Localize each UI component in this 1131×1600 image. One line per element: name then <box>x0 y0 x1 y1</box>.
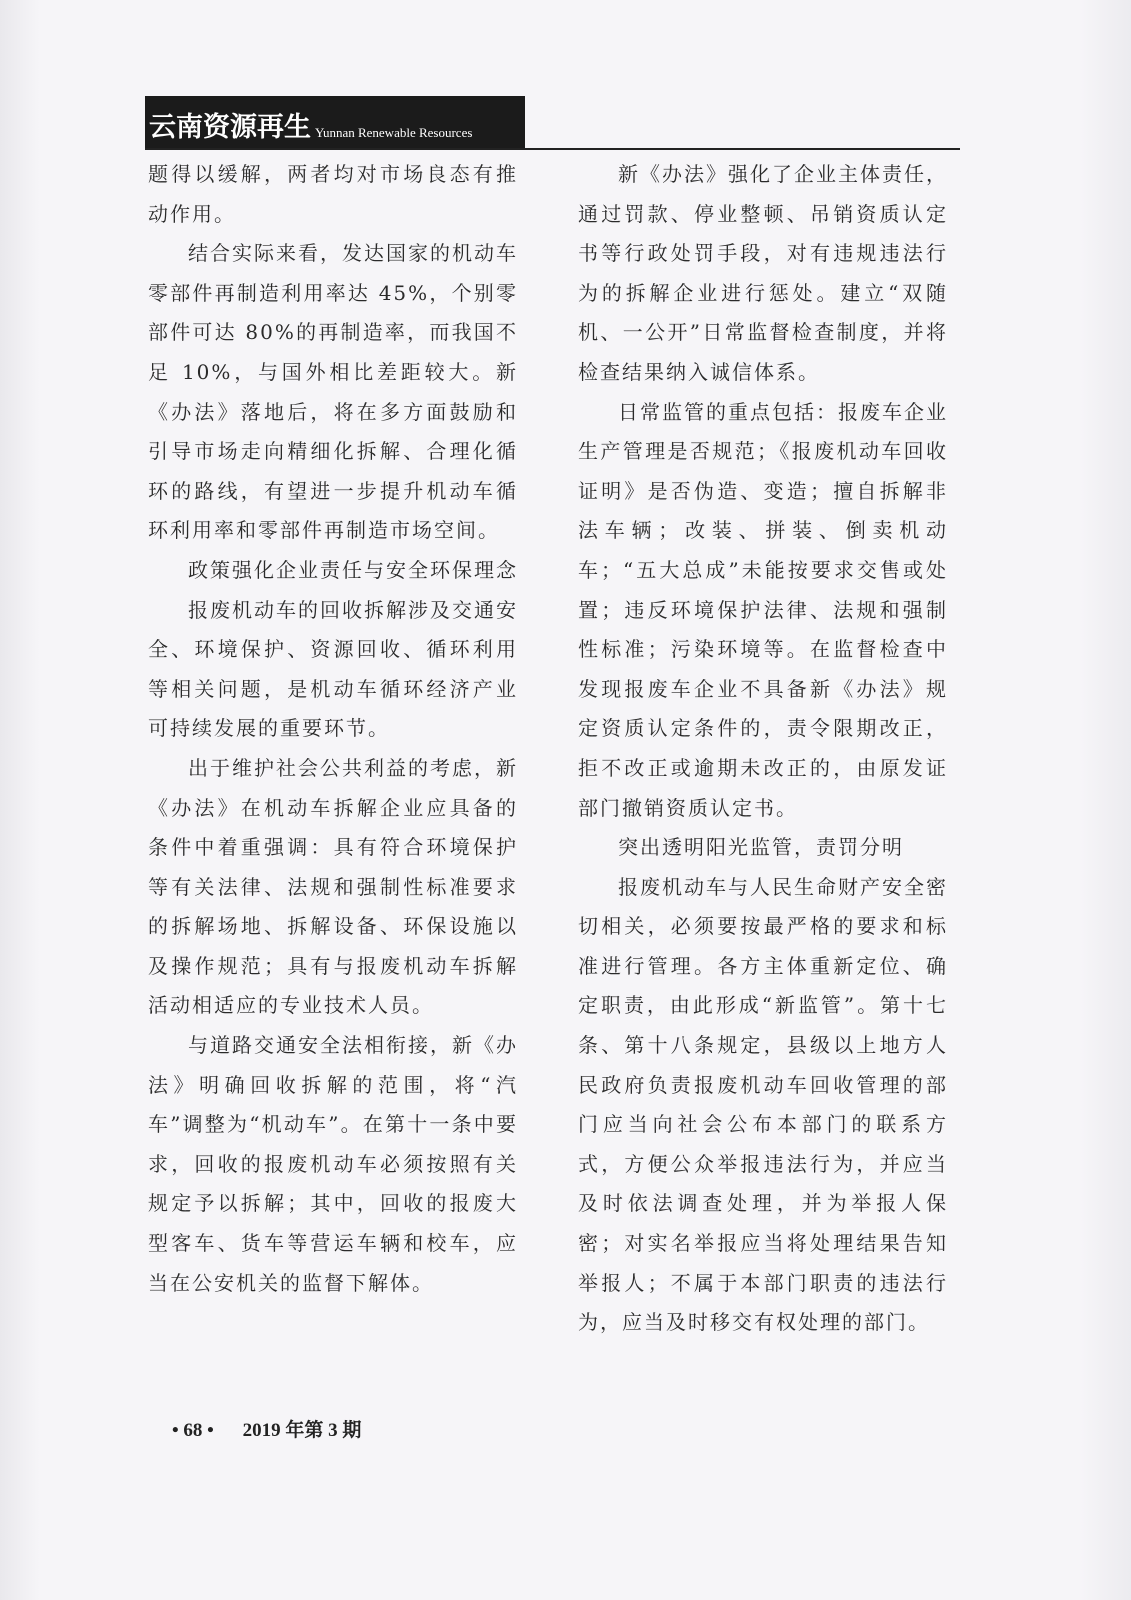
page-number: • 68 • <box>172 1420 214 1441</box>
paragraph: 出于维护社会公共利益的考虑，新《办法》在机动车拆解企业应具备的条件中着重强调：具有符合环境保护等有关法律、法规和强制性标准要求的拆解场地、拆解设备、环保设施以及操作规范；具有与报废机动车拆解活动相适应的专业技术人员。 <box>148 755 518 1018</box>
masthead-title-cn: 云南资源再生 <box>149 112 311 143</box>
masthead-title-en: Yunnan Renewable Resources <box>315 125 473 140</box>
paragraph: 题得以缓解，两者均对市场良态有推动作用。 <box>148 162 518 226</box>
subheading: 突出透明阳光监管，责罚分明 <box>618 835 904 860</box>
paragraph: 新《办法》强化了企业主体责任，通过罚款、停业整顿、吊销资质认定书等行政处罚手段，对有违规违法行为的拆解企业进行惩处。建立“双随机、一公开”日常监督检查制度，并将检查结果纳入诚信体系。 <box>578 162 948 384</box>
paragraph: 与道路交通安全法相衔接，新《办法》明确回收拆解的范围，将“汽车”调整为“机动车”。在第十一条中要求，回收的报废机动车必须按照有关规定予以拆解；其中，回收的报废大型客车、货车等营运车辆和校车，应当在公安机关的监督下解体。 <box>148 1033 518 1295</box>
page-footer <box>172 1415 361 1442</box>
header-rule <box>145 148 960 150</box>
subheading: 政策强化企业责任与安全环保理念 <box>188 557 518 582</box>
paragraph: 报废机动车与人民生命财产安全密切相关，必须要按最严格的要求和标准进行管理。各方主体重新定位、确定职责，由此形成“新监管”。第十七条、第十八条规定，县级以上地方人民政府负责报废机动车回收管理的部门应当向社会公布本部门的联系方式，方便公众举报违法行为，并应当及时依法调查处理，并为举报人保密；对实名举报应当将处理结果告知举报人；不属于本部门职责的违法行为，应当及时移交有权处理的部门。 <box>578 874 948 1335</box>
paragraph: 日常监管的重点包括：报废车企业生产管理是否规范；《报废机动车回收证明》是否伪造、变造；擅自拆解非法车辆；改装、拼装、倒卖机动车；“五大总成”未能按要求交售或处置；违反环境保护法律、法规和强制性标准；污染环境等。在监督检查中发现报废车企业不具备新《办法》规定资质认定条件的，责令限期改正，拒不改正或逾期未改正的，由原发证部门撤销资质认定书。 <box>578 399 948 820</box>
right-column <box>578 155 948 1343</box>
issue-label: 2019 年第 3 期 <box>242 1420 362 1441</box>
left-column <box>148 155 518 1303</box>
paragraph: 结合实际来看，发达国家的机动车零部件再制造利用率达 45%，个别零部件可达 80%的再制造率，而我国不足 10%，与国外相比差距较大。新《办法》落地后，将在多方面鼓励和引导市场走向精细化拆解、合理化循环的路线，有望进一步提升机动车循环利用率和零部件再制造市场空间。 <box>148 241 518 543</box>
magazine-masthead <box>145 96 525 149</box>
paragraph: 报废机动车的回收拆解涉及交通安全、环境保护、资源回收、循环利用等相关问题，是机动车循环经济产业可持续发展的重要环节。 <box>148 597 518 741</box>
